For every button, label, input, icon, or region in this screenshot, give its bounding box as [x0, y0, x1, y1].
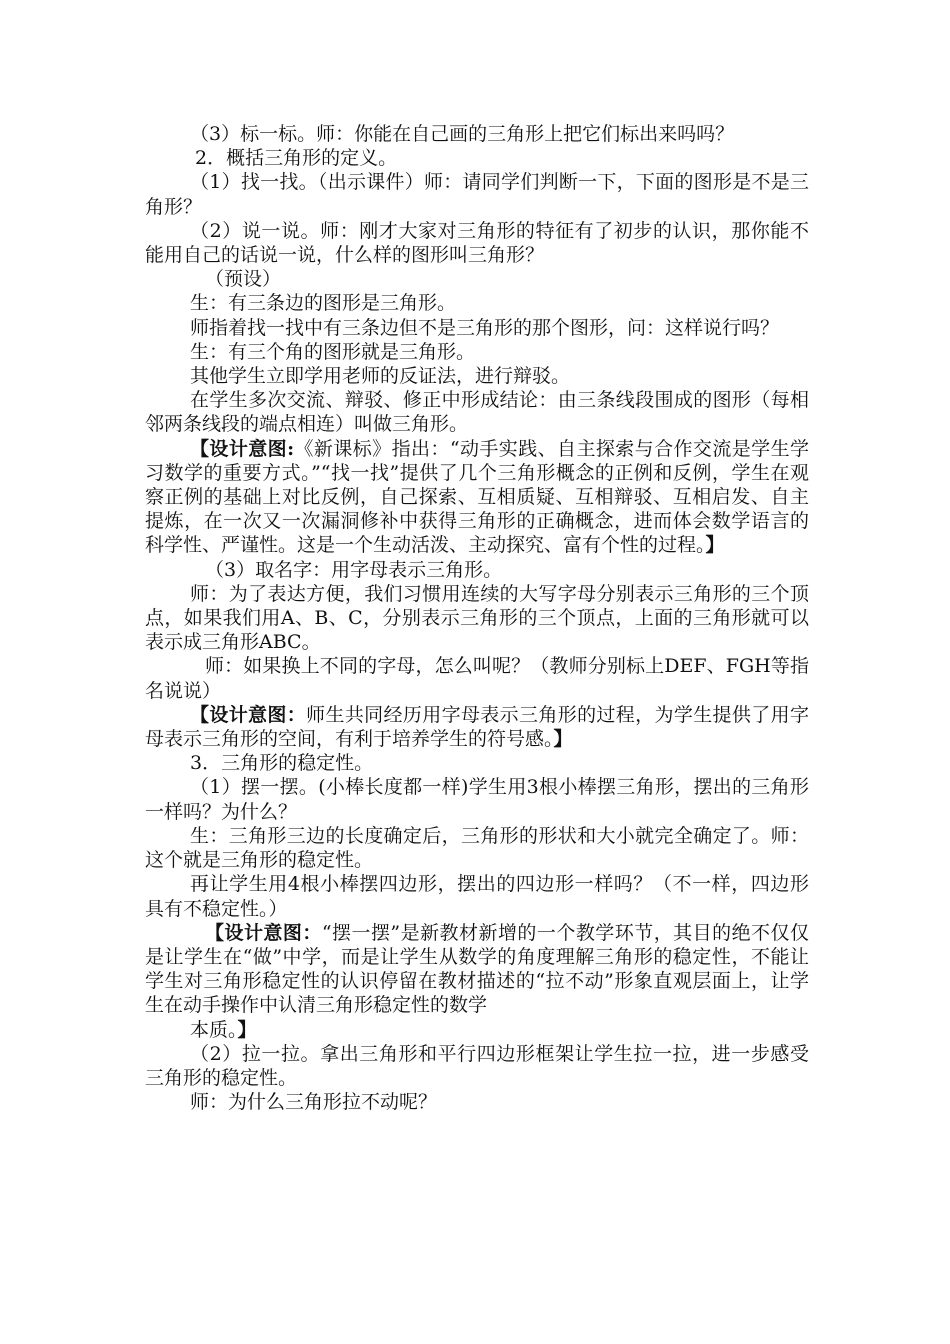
paragraph: （预设）: [205, 268, 282, 291]
design-intent-paragraph: 【设计意图:《新课标》指出：“动手实践、自主探索与合作交流是学生学习数学的重要方式。”“找一找”提供了几个三角形概念的正例和反例，学生在观察正例的基础上对比反例，自己探索、互相质疑、互相辩驳、互相启发、自主提炼，在一次又一次漏洞修补中获得三角形的正确概念，进而体会数学语言的科学性、严谨性。这是一个生动活泼、主动探究、富有个性的过程。】: [145, 437, 810, 557]
paragraph: （2）拉一拉。拿出三角形和平行四边形框架让学生拉一拉，进一步感受三角形的稳定性。: [145, 1042, 809, 1089]
paragraph: （3）标一标。师：你能在自己画的三角形上把它们标出来吗吗？: [190, 123, 735, 145]
document-page: [145, 122, 809, 1114]
paragraph: 再让学生用4根小棒摆四边形，摆出的四边形一样吗？（不一样，四边形具有不稳定性。）: [145, 873, 809, 920]
paragraph: 生：有三个角的图形就是三角形。: [190, 340, 476, 363]
design-intent-label: 【设计意图：: [190, 703, 307, 726]
paragraph: 生：有三条边的图形是三角形。: [190, 292, 457, 315]
design-intent-paragraph: 【设计意图：师生共同经历用字母表示三角形的过程，为学生提供了用字母表示三角形的空间，有利于培养学生的符号感。】: [145, 703, 809, 751]
bracket-close: 】: [553, 728, 573, 751]
paragraph: 师：为了表达方便，我们习惯用连续的大写字母分别表示三角形的三个顶点，如果我们用A、B、C，分别表示三角形的三个顶点，上面的三角形就可以表示成三角形ABC。: [145, 582, 809, 654]
paragraph: 生：三角形三边的长度确定后，三角形的形状和大小就完全确定了。师：这个就是三角形的稳定性。: [145, 824, 809, 872]
paragraph: （2）说一说。师：刚才大家对三角形的特征有了初步的认识，那你能不能用自己的话说一说，什么样的图形叫三角形？: [145, 219, 809, 267]
paragraph: （3）取名字：用字母表示三角形。: [205, 558, 503, 581]
paragraph: 师指着找一找中有三条边但不是三角形的那个图形，问：这样说行吗？: [190, 316, 780, 339]
section-heading: 3．三角形的稳定性。: [190, 752, 374, 775]
bracket-close: 】: [705, 534, 725, 557]
paragraph: 本质。】: [190, 1018, 257, 1041]
design-intent-label: 【设计意图：: [205, 921, 322, 944]
paragraph: （1）找一找。（出示课件）师：请同学们判断一下，下面的图形是不是三角形？: [145, 171, 809, 218]
paragraph: 师：如果换上不同的字母，怎么叫呢？（教师分别标上DEF、FGH等指名说说）: [145, 655, 809, 702]
design-intent-paragraph: 【设计意图：“摆一摆”是新教材新增的一个教学环节，其目的绝不仅仅是让学生在“做”中学，而是让学生从数学的角度理解三角形的稳定性，不能让学生对三角形稳定性的认识停留在教材描述的“拉不动”形象直观层面上，让学生在动手操作中认清三角形稳定性的数学: [145, 921, 809, 1017]
paragraph: （1）摆一摆。(小棒长度都一样)学生用3根小棒摆三角形，摆出的三角形一样吗？为什么？: [145, 776, 809, 823]
design-intent-label: 【设计意图:: [190, 437, 295, 460]
section-heading: 2．概括三角形的定义。: [195, 147, 398, 170]
paragraph: 在学生多次交流、辩驳、修正中形成结论：由三条线段围成的图形（每相邻两条线段的端点相连）叫做三角形。: [145, 389, 809, 436]
paragraph: 师：为什么三角形拉不动呢？: [190, 1091, 438, 1114]
bracket-close: 】: [237, 1018, 257, 1041]
paragraph: 其他学生立即学用老师的反证法，进行辩驳。: [190, 365, 571, 388]
